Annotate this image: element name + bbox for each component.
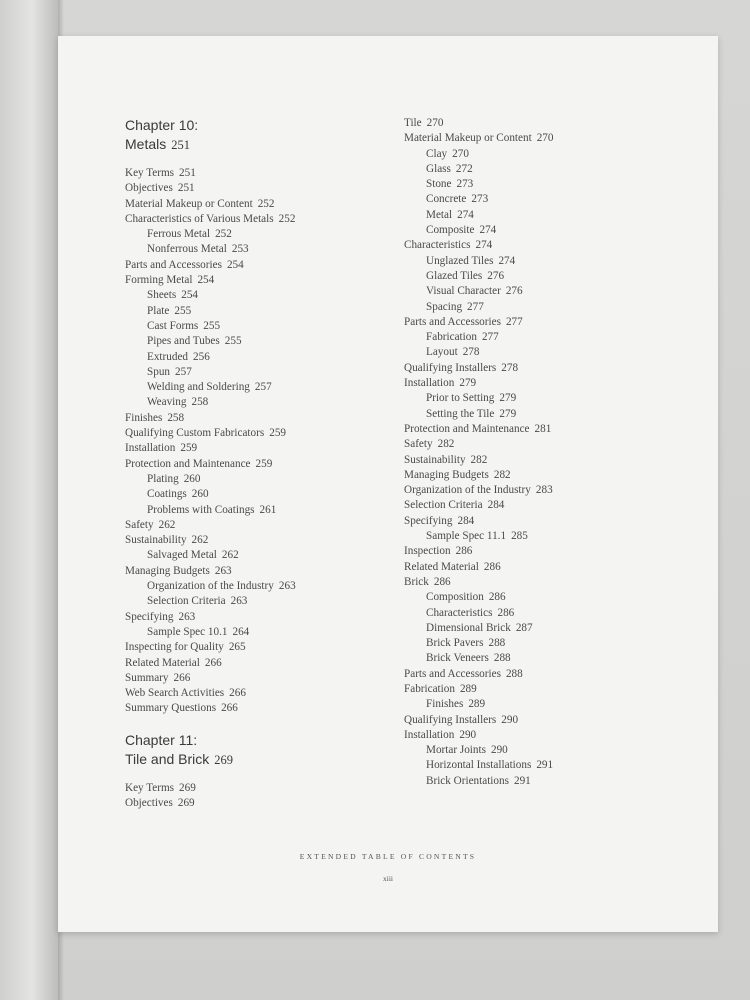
- toc-entry-text: Protection and Maintenance: [125, 457, 251, 470]
- toc-entry-text: Finishes: [125, 411, 163, 424]
- toc-subentry: [404, 147, 704, 162]
- toc-entry-text: Key Terms: [125, 167, 175, 179]
- toc-entry-page: 262: [221, 549, 239, 562]
- toc-entry-text: Fabrication: [426, 331, 477, 344]
- toc-entry-page: 286: [488, 591, 506, 604]
- toc-entry-text: Tile: [404, 117, 422, 129]
- toc-entry-text: Glass: [426, 162, 451, 175]
- toc-entry-text: Material Makeup or Content: [125, 197, 253, 210]
- toc-subentry: [404, 590, 704, 605]
- toc-subentry: [404, 162, 704, 177]
- toc-entry-page: 260: [191, 488, 209, 501]
- toc-entry-text: Safety: [404, 438, 433, 451]
- toc-entry: [125, 273, 395, 288]
- toc-entry-page: 258: [191, 396, 209, 409]
- toc-entry-page: 279: [499, 407, 517, 420]
- toc-entry-text: Weaving: [147, 396, 187, 409]
- toc-entry-page: 276: [505, 285, 523, 298]
- toc-entry-text: Sample Spec 11.1: [426, 530, 507, 543]
- toc-entry-page: 259: [255, 457, 273, 470]
- toc-entry-page: 264: [232, 625, 250, 638]
- toc-entry-text: Brick Pavers: [426, 637, 484, 650]
- toc-entry-page: 254: [197, 274, 215, 287]
- toc-entry-page: 282: [470, 453, 488, 466]
- chapter-11-label: Chapter 11:: [125, 731, 198, 748]
- toc-subentry: [125, 548, 395, 563]
- toc-subentry: [404, 300, 704, 315]
- toc-entry-text: Salvaged Metal: [147, 549, 217, 562]
- toc-entry-page: 269: [179, 781, 196, 794]
- toc-entry: [125, 610, 395, 625]
- toc-entry: [404, 483, 704, 498]
- toc-entry-page: 259: [180, 442, 198, 455]
- toc-subentry: [125, 380, 395, 395]
- toc-entry: [125, 181, 395, 196]
- toc-entry-text: Qualifying Installers: [404, 713, 497, 726]
- toc-subentry: [125, 365, 395, 380]
- toc-entry-page: 270: [426, 117, 444, 129]
- toc-entry-page: 252: [257, 197, 275, 210]
- chapter-11-heading: [125, 731, 395, 770]
- toc-entry: [404, 468, 704, 483]
- chapter-10-entries: [125, 166, 395, 717]
- toc-entry-page: 255: [203, 319, 221, 332]
- chapter-11-title: Tile and Brick: [125, 750, 210, 767]
- toc-subentry: [404, 606, 704, 621]
- toc-entry-text: Layout: [426, 346, 458, 359]
- toc-entry-page: 262: [158, 518, 176, 531]
- chapter-10-heading: [125, 116, 395, 155]
- toc-entry: [125, 411, 395, 426]
- toc-subentry: [404, 269, 704, 284]
- toc-entry-text: Brick Orientations: [426, 774, 509, 787]
- chapter-11-entries: [125, 781, 395, 812]
- toc-entry-text: Visual Character: [426, 285, 501, 298]
- toc-entry-text: Plate: [147, 304, 170, 317]
- toc-entry-page: 274: [457, 208, 474, 221]
- toc-entry: [404, 116, 704, 131]
- toc-entry-page: 286: [497, 606, 515, 619]
- chapter-11-page: 269: [214, 752, 234, 767]
- toc-entry-text: Managing Budgets: [404, 468, 489, 481]
- toc-entry-page: 274: [498, 254, 516, 267]
- toc-entry-page: 266: [173, 671, 191, 684]
- toc-entry-page: 257: [175, 365, 192, 378]
- toc-entry: [404, 453, 704, 468]
- toc-entry-text: Characteristics: [404, 239, 471, 252]
- toc-subentry: [125, 319, 395, 334]
- toc-entry-text: Parts and Accessories: [404, 315, 501, 328]
- toc-entry-page: 287: [515, 621, 533, 634]
- toc-subentry: [125, 625, 395, 640]
- toc-entry-page: 274: [479, 224, 497, 237]
- toc-entry-text: Cast Forms: [147, 319, 199, 332]
- toc-entry: [125, 796, 395, 811]
- toc-right-column: [404, 116, 704, 789]
- previous-page-edge: [0, 0, 58, 1000]
- toc-entry-text: Specifying: [125, 610, 174, 623]
- toc-entry-page: 289: [468, 698, 486, 711]
- toc-subentry: [125, 334, 395, 349]
- toc-entry-page: 278: [462, 346, 480, 359]
- toc-entry-text: Brick: [404, 575, 429, 588]
- toc-entry-text: Finishes: [426, 698, 464, 711]
- toc-entry-text: Horizontal Installations: [426, 759, 532, 772]
- toc-entry-text: Problems with Coatings: [147, 503, 255, 516]
- running-footer-title: EXTENDED TABLE OF CONTENTS: [299, 852, 477, 861]
- toc-entry: [404, 498, 704, 513]
- toc-subentry: [404, 743, 704, 758]
- toc-entry-page: 266: [204, 656, 222, 669]
- toc-entry-page: 255: [224, 335, 242, 348]
- toc-entry-text: Safety: [125, 518, 154, 531]
- toc-entry-page: 270: [536, 132, 554, 145]
- toc-entry-page: 282: [437, 438, 455, 451]
- toc-entry-page: 252: [278, 212, 296, 225]
- toc-entry: [404, 422, 704, 437]
- toc-entry-text: Installation: [404, 377, 455, 390]
- toc-subentry: [404, 758, 704, 773]
- toc-entry-page: 276: [487, 269, 505, 282]
- toc-subentry: [404, 284, 704, 299]
- toc-entry-page: 281: [534, 422, 552, 435]
- toc-entry-text: Inspecting for Quality: [125, 641, 224, 654]
- toc-entry: [404, 131, 704, 146]
- toc-entry-page: 283: [535, 484, 553, 497]
- toc-entry: [125, 671, 395, 686]
- toc-entry: [125, 166, 395, 181]
- toc-entry-page: 266: [229, 687, 246, 700]
- toc-entry-page: 277: [467, 300, 484, 313]
- toc-entry-text: Installation: [404, 728, 455, 741]
- toc-entry-text: Characteristics: [426, 606, 493, 619]
- toc-entry-page: 286: [433, 575, 451, 588]
- toc-entry-page: 265: [228, 641, 246, 654]
- toc-subentry: [125, 503, 395, 518]
- toc-entry-page: 289: [459, 682, 477, 695]
- toc-subentry: [404, 529, 704, 544]
- toc-entry-page: 284: [457, 514, 475, 527]
- book-page: [58, 36, 718, 932]
- toc-entry-text: Forming Metal: [125, 274, 193, 287]
- toc-entry: [404, 437, 704, 452]
- toc-entry-page: 277: [505, 315, 523, 328]
- toc-entry-text: Qualifying Custom Fabricators: [125, 427, 265, 440]
- toc-entry-page: 278: [501, 361, 519, 374]
- toc-entry: [404, 728, 704, 743]
- toc-entry-page: 285: [511, 530, 528, 543]
- toc-subentry: [404, 621, 704, 636]
- toc-entry-text: Parts and Accessories: [404, 667, 501, 680]
- toc-entry-text: Pipes and Tubes: [147, 335, 220, 348]
- toc-entry-text: Material Makeup or Content: [404, 132, 532, 145]
- toc-entry: [404, 667, 704, 682]
- toc-entry-text: Brick Veneers: [426, 652, 489, 665]
- toc-subentry: [404, 697, 704, 712]
- toc-subentry: [404, 192, 704, 207]
- toc-entry-page: 260: [183, 472, 201, 485]
- toc-entry: [125, 701, 395, 716]
- toc-entry: [404, 682, 704, 697]
- toc-entry-page: 269: [177, 796, 195, 809]
- toc-subentry: [404, 208, 704, 223]
- toc-entry-page: 252: [215, 228, 232, 241]
- toc-entry-page: 262: [191, 534, 209, 547]
- toc-entry-text: Mortar Joints: [426, 744, 486, 757]
- toc-subentry: [125, 594, 395, 609]
- toc-entry-page: 258: [167, 411, 185, 424]
- toc-entry: [125, 426, 395, 441]
- toc-subentry: [404, 407, 704, 422]
- toc-entry-text: Related Material: [125, 656, 200, 669]
- toc-entry-text: Spun: [147, 365, 171, 378]
- toc-entry-page: 263: [278, 580, 296, 593]
- toc-entry-page: 270: [452, 147, 469, 160]
- toc-subentry: [125, 579, 395, 594]
- toc-entry: [404, 514, 704, 529]
- toc-entry-text: Coatings: [147, 488, 187, 501]
- toc-entry-text: Glazed Tiles: [426, 269, 483, 282]
- toc-entry-page: 256: [193, 350, 210, 363]
- toc-entry-text: Objectives: [125, 182, 173, 195]
- toc-entry-text: Extruded: [147, 350, 189, 363]
- toc-entry-text: Characteristics of Various Metals: [125, 212, 274, 225]
- toc-entry: [125, 197, 395, 212]
- toc-subentry: [404, 345, 704, 360]
- toc-entry: [125, 457, 395, 472]
- toc-entry-page: 273: [471, 193, 489, 206]
- toc-entry-text: Organization of the Industry: [147, 580, 274, 593]
- toc-entry: [404, 315, 704, 330]
- chapter-10-page: 251: [171, 138, 190, 152]
- toc-entry-page: 290: [490, 744, 508, 757]
- toc-entry-text: Specifying: [404, 514, 453, 527]
- toc-entry-text: Composite: [426, 224, 475, 237]
- toc-subentry: [404, 391, 704, 406]
- toc-entry: [125, 781, 395, 796]
- toc-entry-text: Installation: [125, 442, 176, 455]
- toc-entry-page: 286: [455, 545, 473, 558]
- chapter-10-title: Metals: [125, 136, 167, 152]
- toc-entry: [404, 238, 704, 253]
- toc-subentry: [125, 288, 395, 303]
- toc-entry-page: 279: [459, 377, 477, 390]
- toc-subentry: [125, 395, 395, 410]
- toc-entry-text: Ferrous Metal: [147, 228, 211, 241]
- toc-entry-text: Sheets: [147, 289, 177, 302]
- toc-entry-page: 286: [483, 560, 501, 573]
- toc-entry-text: Unglazed Tiles: [426, 254, 494, 267]
- toc-entry-text: Stone: [426, 178, 452, 191]
- toc-entry-page: 257: [254, 381, 272, 394]
- toc-entry-text: Sample Spec 10.1: [147, 625, 228, 638]
- toc-entry-page: 251: [179, 167, 196, 179]
- toc-subentry: [125, 242, 395, 257]
- toc-entry-page: 288: [505, 667, 523, 680]
- toc-subentry: [125, 350, 395, 365]
- toc-entry-page: 253: [231, 243, 249, 256]
- toc-subentry: [404, 636, 704, 651]
- toc-subentry: [125, 487, 395, 502]
- page-number: xiii: [382, 874, 393, 883]
- toc-entry-text: Spacing: [426, 300, 463, 313]
- toc-entry-text: Organization of the Industry: [404, 484, 531, 497]
- toc-entry-text: Setting the Tile: [426, 407, 495, 420]
- toc-entry-page: 255: [174, 304, 192, 317]
- toc-subentry: [404, 177, 704, 192]
- toc-entry-text: Composition: [426, 591, 484, 604]
- toc-entry-text: Dimensional Brick: [426, 621, 511, 634]
- toc-entry-page: 288: [488, 637, 506, 650]
- toc-entry-text: Objectives: [125, 796, 173, 809]
- chapter-11-continued-entries: [404, 116, 704, 789]
- toc-entry-page: 291: [536, 759, 554, 772]
- toc-entry-text: Selection Criteria: [404, 499, 483, 512]
- toc-entry-text: Summary: [125, 671, 169, 684]
- toc-entry-page: 259: [269, 427, 286, 440]
- toc-entry: [404, 376, 704, 391]
- toc-entry-text: Summary Questions: [125, 702, 217, 715]
- toc-entry-text: Concrete: [426, 193, 467, 206]
- toc-entry-text: Web Search Activities: [125, 687, 225, 700]
- toc-entry-text: Fabrication: [404, 682, 455, 695]
- toc-subentry: [404, 651, 704, 666]
- toc-entry-page: 263: [214, 564, 232, 577]
- toc-entry-text: Sustainability: [125, 534, 187, 547]
- toc-subentry: [125, 472, 395, 487]
- toc-subentry: [404, 774, 704, 789]
- toc-entry-page: 279: [499, 392, 517, 405]
- toc-left-column: [125, 116, 395, 811]
- toc-entry: [404, 361, 704, 376]
- toc-entry-page: 290: [459, 728, 477, 741]
- toc-entry-text: Selection Criteria: [147, 595, 226, 608]
- toc-subentry: [404, 223, 704, 238]
- chapter-10-label: Chapter 10:: [125, 117, 199, 133]
- toc-subentry: [404, 254, 704, 269]
- toc-entry-page: 263: [230, 595, 248, 608]
- toc-entry-page: 266: [221, 702, 238, 715]
- toc-entry: [125, 258, 395, 273]
- toc-entry-text: Sustainability: [404, 453, 466, 466]
- toc-entry: [404, 713, 704, 728]
- toc-entry-page: 274: [475, 239, 493, 252]
- toc-entry: [125, 564, 395, 579]
- toc-subentry: [125, 227, 395, 242]
- toc-entry: [125, 441, 395, 456]
- toc-subentry: [404, 330, 704, 345]
- toc-entry-page: 263: [178, 610, 196, 623]
- toc-entry: [125, 656, 395, 671]
- toc-entry: [125, 518, 395, 533]
- toc-entry: [404, 575, 704, 590]
- toc-entry-page: 288: [493, 652, 511, 665]
- toc-entry-page: 282: [493, 468, 511, 481]
- toc-entry-text: Key Terms: [125, 781, 175, 794]
- toc-entry: [125, 686, 395, 701]
- toc-entry-page: 277: [481, 331, 499, 344]
- toc-entry-page: 254: [226, 258, 244, 271]
- toc-entry-page: 261: [259, 503, 277, 516]
- toc-entry-text: Metal: [426, 208, 453, 221]
- toc-entry-text: Nonferrous Metal: [147, 243, 227, 256]
- toc-entry-text: Related Material: [404, 560, 479, 573]
- toc-entry-text: Qualifying Installers: [404, 361, 497, 374]
- toc-entry-page: 251: [177, 182, 195, 195]
- toc-entry-text: Welding and Soldering: [147, 381, 250, 394]
- toc-entry: [125, 533, 395, 548]
- toc-entry-page: 273: [456, 178, 474, 191]
- toc-entry-page: 284: [487, 499, 505, 512]
- toc-entry-text: Parts and Accessories: [125, 258, 222, 271]
- toc-entry-text: Plating: [147, 472, 179, 485]
- toc-entry-text: Prior to Setting: [426, 392, 495, 405]
- toc-entry-text: Inspection: [404, 545, 451, 558]
- toc-entry-text: Clay: [426, 147, 448, 160]
- toc-entry: [125, 212, 395, 227]
- toc-entry-page: 290: [501, 713, 519, 726]
- toc-entry-text: Protection and Maintenance: [404, 422, 530, 435]
- toc-entry: [125, 640, 395, 655]
- toc-entry-page: 291: [513, 774, 531, 787]
- toc-entry: [404, 560, 704, 575]
- toc-subentry: [125, 304, 395, 319]
- toc-entry: [404, 544, 704, 559]
- toc-entry-page: 254: [181, 289, 198, 302]
- toc-entry-page: 272: [455, 162, 473, 175]
- toc-entry-text: Managing Budgets: [125, 564, 210, 577]
